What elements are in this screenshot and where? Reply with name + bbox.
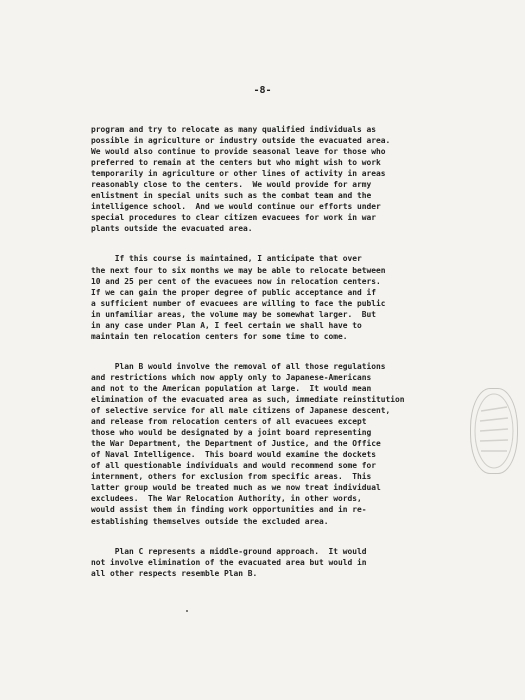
text-line: plants outside the evacuated area.: [91, 224, 253, 234]
text-line: 10 and 25 per cent of the evacuees now in relocation centers.: [91, 276, 381, 286]
text-line: internment, others for exclusion from specific areas. This: [91, 472, 372, 482]
paragraph-plan-b: [91, 361, 491, 527]
text-line: If this course is maintained, I anticipate that over: [91, 254, 362, 264]
text-line: and release from relocation centers of all evacuees except: [91, 417, 367, 427]
text-line: the War Department, the Department of Justice, and the Office: [91, 439, 381, 449]
text-line: elimination of the evacuated area as such, immediate reinstitution: [91, 394, 405, 404]
text-line: and not to the American population at large. It would mean: [91, 383, 372, 393]
text-line: establishing themselves outside the excluded area.: [91, 516, 329, 526]
text-line: of selective service for all male citizens of Japanese descent,: [91, 406, 391, 416]
text-line: intelligence school. And we would continue our efforts under: [91, 202, 381, 212]
archive-stamp-icon: [470, 388, 518, 474]
text-line: excludees. The War Relocation Authority, in other words,: [91, 494, 362, 504]
text-line: of all questionable individuals and would recommend some for: [91, 461, 377, 471]
text-line: enlistment in special units such as the combat team and the: [91, 191, 372, 201]
paragraph-plan-a-continued: [91, 124, 491, 234]
body-text: [91, 124, 491, 598]
paragraph-plan-a-outlook: [91, 253, 491, 341]
text-line: and restrictions which now apply only to Japanese-Americans: [91, 372, 372, 382]
text-line: in any case under Plan A, I feel certain we shall have to: [91, 320, 362, 330]
text-line: those who would be designated by a joint board representing: [91, 428, 372, 438]
text-line: all other respects resemble Plan B.: [91, 568, 258, 578]
text-line: program and try to relocate as many qualified individuals as: [91, 125, 377, 134]
text-line: would assist them in finding work opportunities and in re-: [91, 505, 367, 515]
text-line: a sufficient number of evacuees are willing to face the public: [91, 298, 386, 308]
page-number: -8-: [253, 85, 272, 96]
text-line: preferred to remain at the centers but who might wish to work: [91, 158, 381, 168]
text-line: latter group would be treated much as we now treat individual: [91, 483, 381, 493]
text-line: in unfamiliar areas, the volume may be somewhat larger. But: [91, 309, 377, 319]
text-line: special procedures to clear citizen evacuees for work in war: [91, 213, 377, 223]
text-line: of Naval Intelligence. This board would examine the dockets: [91, 450, 377, 460]
text-line: maintain ten relocation centers for some time to come.: [91, 331, 348, 341]
text-line: We would also continue to provide seasonal leave for those who: [91, 147, 386, 157]
text-line: not involve elimination of the evacuated area but would in: [91, 557, 367, 567]
text-line: If we can gain the proper degree of public acceptance and if: [91, 287, 377, 297]
ink-speck: [186, 610, 188, 612]
text-line: temporarily in agriculture or other lines of activity in areas: [91, 169, 386, 179]
text-line: Plan B would involve the removal of all those regulations: [91, 361, 386, 371]
text-line: possible in agriculture or industry outside the evacuated area.: [91, 136, 391, 146]
text-line: reasonably close to the centers. We would provide for army: [91, 180, 372, 190]
text-line: Plan C represents a middle-ground approach. It would: [91, 546, 367, 556]
text-line: the next four to six months we may be able to relocate between: [91, 265, 386, 275]
paragraph-plan-c: [91, 546, 491, 579]
